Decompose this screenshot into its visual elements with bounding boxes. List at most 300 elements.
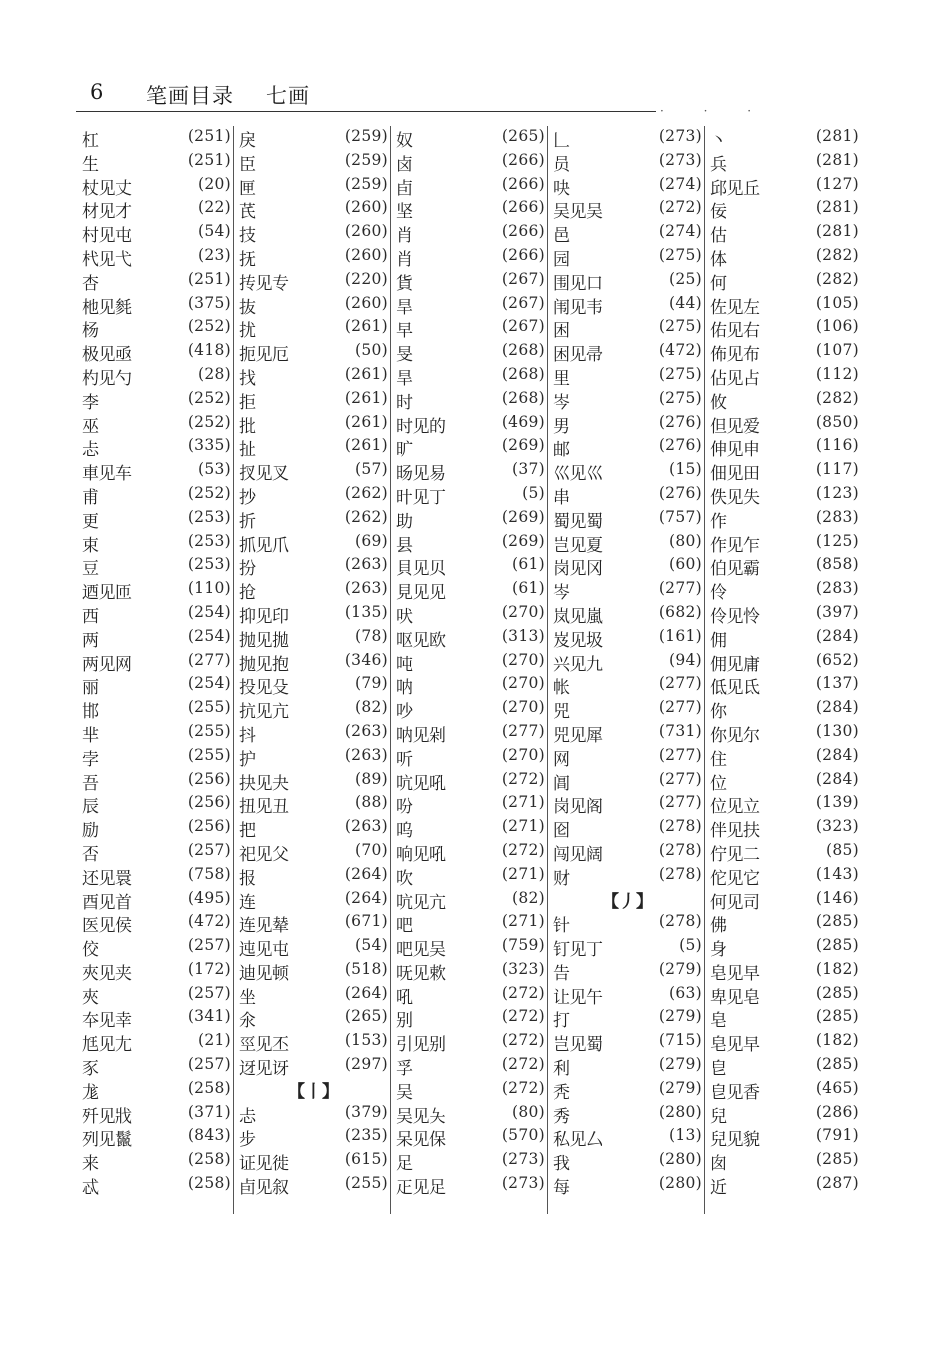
entry-word: 西 (82, 606, 99, 627)
entry-page-ref: (252) (187, 412, 231, 431)
entry-word: 呕见欧 (396, 630, 446, 651)
index-entry (235, 338, 392, 366)
index-entry (706, 909, 863, 937)
entry-word: 来 (82, 1154, 99, 1175)
index-entry (78, 743, 235, 770)
entry-page-ref: (257) (187, 1055, 231, 1074)
entry-page-ref: (252) (187, 388, 231, 407)
index-entry (392, 552, 549, 580)
index-entry (549, 1052, 706, 1080)
entry-page-ref: (275) (658, 317, 702, 336)
entry-word: 护 (239, 749, 256, 770)
entry-page-ref: (127) (815, 174, 859, 193)
entry-word: 旸见易 (396, 464, 446, 485)
entry-word: 伯见霸 (710, 559, 760, 580)
entry-word: 酉见首 (82, 892, 132, 913)
index-entry (78, 552, 235, 580)
index-entry (392, 909, 549, 937)
entry-page-ref: (346) (344, 650, 388, 669)
entry-word: 邯 (82, 702, 99, 723)
entry-page-ref: (285) (815, 1007, 859, 1026)
entry-page-ref: (20) (197, 174, 231, 193)
entry-page-ref: (112) (815, 364, 859, 383)
entry-word: 听 (396, 749, 413, 770)
entry-page-ref: (273) (658, 127, 702, 145)
entry-page-ref: (275) (658, 245, 702, 264)
entry-word: 报 (239, 868, 256, 889)
entry-page-ref: (275) (658, 364, 702, 383)
entry-word: 吴 (396, 1082, 413, 1103)
entry-word: 身 (710, 940, 727, 961)
index-entry (706, 433, 863, 461)
index-entry (549, 195, 706, 223)
entry-page-ref: (682) (658, 602, 702, 621)
entry-page-ref: (264) (344, 864, 388, 883)
entry-word: 位见立 (710, 797, 760, 818)
entry-page-ref: (465) (815, 1078, 859, 1097)
entry-word: 杝见毵 (82, 297, 132, 318)
entry-word: 迺见匝 (82, 583, 132, 604)
entry-page-ref: (259) (344, 174, 388, 193)
index-entry (706, 362, 863, 389)
entry-page-ref: (61) (511, 555, 545, 574)
entry-word: 貝见贝 (396, 559, 446, 580)
entry-page-ref: (15) (668, 460, 702, 479)
index-entry (78, 338, 235, 366)
entry-page-ref: (25) (668, 269, 702, 288)
entry-word: 氽 (239, 1011, 256, 1032)
entry-page-ref: (268) (501, 364, 545, 383)
entry-page-ref: (261) (344, 436, 388, 455)
entry-word: 旷 (396, 440, 413, 461)
index-entry (392, 505, 549, 532)
entry-word: 杓见勺 (82, 368, 132, 389)
entry-word: 财 (553, 868, 570, 889)
entry-word: 拒 (239, 392, 256, 413)
entry-word: 甫 (82, 487, 99, 508)
entry-word: 阊 (553, 773, 570, 794)
index-entry (549, 838, 706, 865)
entry-page-ref: (280) (658, 1102, 702, 1121)
entry-page-ref: (53) (197, 460, 231, 479)
entry-page-ref: (272) (501, 840, 545, 859)
entry-word: 吧见吴 (396, 940, 446, 961)
index-entry (706, 529, 863, 556)
entry-word: 还见睘 (82, 868, 132, 889)
entry-word: 吴见吴 (553, 202, 603, 223)
entry-word: 兵 (710, 154, 727, 175)
entry-page-ref: (82) (354, 698, 388, 717)
index-entry (78, 1100, 235, 1127)
entry-word: 蜀见蜀 (553, 511, 603, 532)
entry-page-ref: (260) (344, 293, 388, 312)
entry-word: 兒 (710, 1106, 727, 1127)
index-entry (549, 719, 706, 746)
index-entry (549, 790, 706, 818)
index-entry (78, 124, 235, 151)
entry-word: 佚见失 (710, 487, 760, 508)
index-entry (392, 148, 549, 175)
entry-page-ref: (264) (344, 888, 388, 907)
index-entry (78, 481, 235, 508)
index-entry (392, 291, 549, 318)
index-entry (706, 243, 863, 270)
entry-word: 邮 (553, 440, 570, 461)
entry-word: 住 (710, 749, 727, 770)
index-entry (392, 838, 549, 865)
index-entry (549, 909, 706, 937)
index-entry (78, 1028, 235, 1056)
entry-page-ref: (5) (522, 483, 545, 502)
entry-page-ref: (143) (815, 864, 859, 883)
index-entry (549, 743, 706, 770)
index-entry (706, 195, 863, 223)
entry-word: 困见帚 (553, 345, 603, 366)
index-entry (549, 457, 706, 485)
entry-page-ref: (255) (344, 1174, 388, 1193)
entry-page-ref: (671) (344, 912, 388, 931)
entry-word: 岗见冈 (553, 559, 603, 580)
index-entry (549, 386, 706, 413)
index-entry (549, 576, 706, 604)
entry-word: 祀见父 (239, 844, 289, 865)
entry-page-ref: (21) (197, 1031, 231, 1050)
entry-page-ref: (850) (815, 412, 859, 431)
entry-page-ref: (272) (658, 198, 702, 217)
entry-page-ref: (261) (344, 317, 388, 336)
entry-word: 岗见阁 (553, 797, 603, 818)
entry-page-ref: (285) (815, 1150, 859, 1169)
entry-page-ref: (285) (815, 912, 859, 931)
entry-page-ref: (472) (187, 912, 231, 931)
index-entry (549, 338, 706, 366)
entry-page-ref: (279) (658, 1055, 702, 1074)
entry-page-ref: (272) (501, 769, 545, 788)
index-entry (549, 552, 706, 580)
entry-word: 步 (239, 1130, 256, 1151)
index-entry (235, 1004, 392, 1032)
index-entry (392, 1171, 549, 1199)
entry-page-ref: (285) (815, 1055, 859, 1074)
index-entry (235, 172, 392, 199)
entry-word: 呐见剁 (396, 725, 446, 746)
index-entry (78, 1123, 235, 1151)
entry-word: 巛见巛 (553, 464, 603, 485)
index-entry (706, 886, 863, 913)
index-entry (235, 743, 392, 770)
entry-word: 估 (710, 226, 727, 247)
index-entry (549, 1123, 706, 1151)
index-entry (235, 362, 392, 389)
entry-word: 早 (396, 321, 413, 342)
entry-page-ref: (276) (658, 483, 702, 502)
entry-word: 岑 (553, 392, 570, 413)
entry-page-ref: (282) (815, 245, 859, 264)
index-entry (235, 148, 392, 175)
entry-page-ref: (261) (344, 364, 388, 383)
entry-page-ref: (262) (344, 507, 388, 526)
entry-page-ref: (258) (187, 1078, 231, 1097)
entry-word: 村见屯 (82, 226, 132, 247)
entry-page-ref: (272) (501, 1078, 545, 1097)
index-entry (392, 981, 549, 1008)
index-entry (549, 933, 706, 961)
index-entry (235, 505, 392, 532)
entry-word: 卣 (396, 178, 413, 199)
index-entry (706, 1028, 863, 1056)
entry-word: 县 (396, 535, 413, 556)
entry-word: 匣 (239, 178, 256, 199)
entry-page-ref: (284) (815, 769, 859, 788)
entry-word: 抓见爪 (239, 535, 289, 556)
entry-page-ref: (282) (815, 388, 859, 407)
index-entry (235, 433, 392, 461)
entry-page-ref: (281) (815, 150, 859, 169)
header-rule (76, 111, 656, 112)
entry-page-ref: (105) (815, 293, 859, 312)
index-entry (549, 362, 706, 389)
entry-page-ref: (270) (501, 745, 545, 764)
entry-word: 钉见丁 (553, 940, 603, 961)
entry-page-ref: (375) (187, 293, 231, 312)
index-entry (392, 1100, 549, 1127)
entry-word: 材见才 (82, 202, 132, 223)
entry-page-ref: (273) (501, 1150, 545, 1169)
entry-word: 困 (553, 321, 570, 342)
entry-word: 杠 (82, 131, 99, 151)
index-entry (235, 219, 392, 247)
entry-word: 吾 (82, 773, 99, 794)
index-entry (235, 600, 392, 627)
index-entry (235, 624, 392, 651)
entry-word: 卑见皂 (710, 987, 760, 1008)
entry-word: 芈 (82, 725, 99, 746)
entry-page-ref: (287) (815, 1174, 859, 1193)
entry-word: 岌见圾 (553, 630, 603, 651)
entry-word: 佗见它 (710, 868, 760, 889)
column-divider (704, 126, 705, 1214)
index-entry (706, 148, 863, 175)
entry-page-ref: (251) (187, 150, 231, 169)
index-entry (78, 172, 235, 199)
index-entry (235, 1171, 392, 1199)
entry-word: 何见司 (710, 892, 760, 913)
index-entry (549, 314, 706, 342)
index-entry (706, 576, 863, 604)
entry-word: 何 (710, 273, 727, 294)
entry-word: 秀 (553, 1106, 570, 1127)
entry-word: 旻 (396, 345, 413, 366)
entry-page-ref: (269) (501, 531, 545, 550)
entry-page-ref: (256) (187, 769, 231, 788)
entry-page-ref: (285) (815, 983, 859, 1002)
index-entry (706, 767, 863, 794)
index-entry (549, 695, 706, 723)
index-entry (392, 814, 549, 842)
entry-page-ref: (269) (501, 436, 545, 455)
index-entry (392, 719, 549, 746)
index-entry (78, 814, 235, 842)
index-entry (235, 814, 392, 842)
index-entry (78, 957, 235, 984)
entry-page-ref: (257) (187, 936, 231, 955)
entry-word: 呐 (396, 678, 413, 699)
entry-page-ref: (268) (501, 388, 545, 407)
entry-word: 旱 (396, 368, 413, 389)
entry-page-ref: (273) (501, 1174, 545, 1193)
entry-page-ref: (161) (658, 626, 702, 645)
entry-page-ref: (22) (197, 198, 231, 217)
section-heading: 【丿】 (602, 891, 653, 912)
entry-page-ref: (271) (501, 817, 545, 836)
index-entry (549, 410, 706, 437)
entry-page-ref: (82) (511, 888, 545, 907)
entry-word: 体 (710, 249, 727, 270)
index-entry (235, 886, 392, 913)
index-entry (549, 1004, 706, 1032)
entry-page-ref: (277) (501, 721, 545, 740)
index-entry (392, 1123, 549, 1151)
entry-page-ref: (652) (815, 650, 859, 669)
entry-page-ref: (283) (815, 579, 859, 598)
entry-word: 忐 (239, 1106, 256, 1127)
entry-page-ref: (274) (658, 222, 702, 241)
entry-page-ref: (110) (187, 579, 231, 598)
entry-page-ref: (277) (658, 698, 702, 717)
entry-word: 佑见右 (710, 321, 760, 342)
index-entry (78, 767, 235, 794)
entry-page-ref: (107) (815, 341, 859, 360)
entry-word: 佼 (82, 940, 99, 961)
index-entry (706, 838, 863, 865)
index-entry (78, 195, 235, 223)
entry-page-ref: (278) (658, 912, 702, 931)
entry-word: 扰 (239, 321, 256, 342)
index-entry (392, 457, 549, 485)
index-entry (78, 291, 235, 318)
index-entry (78, 695, 235, 723)
entry-page-ref: (279) (658, 959, 702, 978)
entry-page-ref: (268) (501, 341, 545, 360)
entry-page-ref: (283) (815, 507, 859, 526)
entry-page-ref: (252) (187, 483, 231, 502)
entry-word: 抄 (239, 487, 256, 508)
column-divider (390, 126, 391, 1214)
entry-word: 闱见韦 (553, 297, 603, 318)
entry-word: 伴见扶 (710, 821, 760, 842)
entry-page-ref: (5) (679, 936, 702, 955)
entry-word: 夲见幸 (82, 1011, 132, 1032)
entry-word: 迍见屯 (239, 940, 289, 961)
index-entry (392, 600, 549, 627)
index-entry (706, 719, 863, 746)
entry-word: 闯见阔 (553, 844, 603, 865)
entry-page-ref: (106) (815, 317, 859, 336)
entry-word: 秃 (553, 1082, 570, 1103)
index-entry (235, 648, 392, 675)
entry-page-ref: (257) (187, 840, 231, 859)
entry-word: 励 (82, 821, 99, 842)
entry-word: 坚 (396, 202, 413, 223)
entry-word: 皀 (710, 1059, 727, 1080)
entry-page-ref: (277) (658, 579, 702, 598)
entry-page-ref: (271) (501, 793, 545, 812)
entry-word: 两 (82, 630, 99, 651)
entry-word: 兒见貌 (710, 1130, 760, 1151)
entry-word: 作见乍 (710, 535, 760, 556)
entry-page-ref: (284) (815, 626, 859, 645)
entry-word: 皂见早 (710, 1035, 760, 1056)
entry-word: 我 (553, 1154, 570, 1175)
entry-word: 丽 (82, 678, 99, 699)
entry-page-ref: (60) (668, 555, 702, 574)
entry-word: 吼 (396, 987, 413, 1008)
entry-word: 孚 (396, 1059, 413, 1080)
entry-page-ref: (263) (344, 817, 388, 836)
entry-word: 呆见保 (396, 1130, 446, 1151)
entry-page-ref: (277) (658, 769, 702, 788)
index-entry (549, 1076, 706, 1103)
entry-page-ref: (731) (658, 721, 702, 740)
entry-word: 夾见夹 (82, 963, 132, 984)
index-entry (235, 838, 392, 865)
index-entry (706, 957, 863, 984)
index-entry (549, 648, 706, 675)
entry-page-ref: (371) (187, 1102, 231, 1121)
entry-page-ref: (266) (501, 245, 545, 264)
entry-word: 批 (239, 416, 256, 437)
entry-word: 吹 (396, 868, 413, 889)
index-entry (235, 1052, 392, 1080)
index-entry (78, 314, 235, 342)
entry-page-ref: (125) (815, 531, 859, 550)
index-entry (78, 600, 235, 627)
entry-word: 坐 (239, 987, 256, 1008)
index-column-3 (392, 124, 549, 1199)
entry-page-ref: (284) (815, 698, 859, 717)
entry-word: 时 (396, 392, 413, 413)
entry-page-ref: (256) (187, 793, 231, 812)
entry-word: 打 (553, 1011, 570, 1032)
entry-word: 呒见欶 (396, 963, 446, 984)
index-entry (235, 957, 392, 984)
entry-page-ref: (270) (501, 602, 545, 621)
section-heading-row (235, 1076, 392, 1100)
index-entry (235, 1123, 392, 1151)
entry-page-ref: (285) (815, 936, 859, 955)
entry-page-ref: (130) (815, 721, 859, 740)
entry-page-ref: (267) (501, 317, 545, 336)
entry-page-ref: (261) (344, 388, 388, 407)
entry-page-ref: (69) (354, 531, 388, 550)
entry-page-ref: (235) (344, 1126, 388, 1145)
index-entry (706, 1100, 863, 1127)
entry-page-ref: (271) (501, 864, 545, 883)
entry-word: 佣见庸 (710, 654, 760, 675)
entry-page-ref: (272) (501, 1031, 545, 1050)
index-entry (549, 172, 706, 199)
entry-word: 串 (553, 487, 570, 508)
entry-word: 低见氐 (710, 678, 760, 699)
entry-page-ref: (23) (197, 245, 231, 264)
entry-word: 近 (710, 1178, 727, 1199)
entry-page-ref: (270) (501, 698, 545, 717)
index-entry (549, 1028, 706, 1056)
entry-word: 伸见申 (710, 440, 760, 461)
entry-page-ref: (858) (815, 555, 859, 574)
index-entry (392, 1147, 549, 1175)
entry-page-ref: (275) (658, 388, 702, 407)
